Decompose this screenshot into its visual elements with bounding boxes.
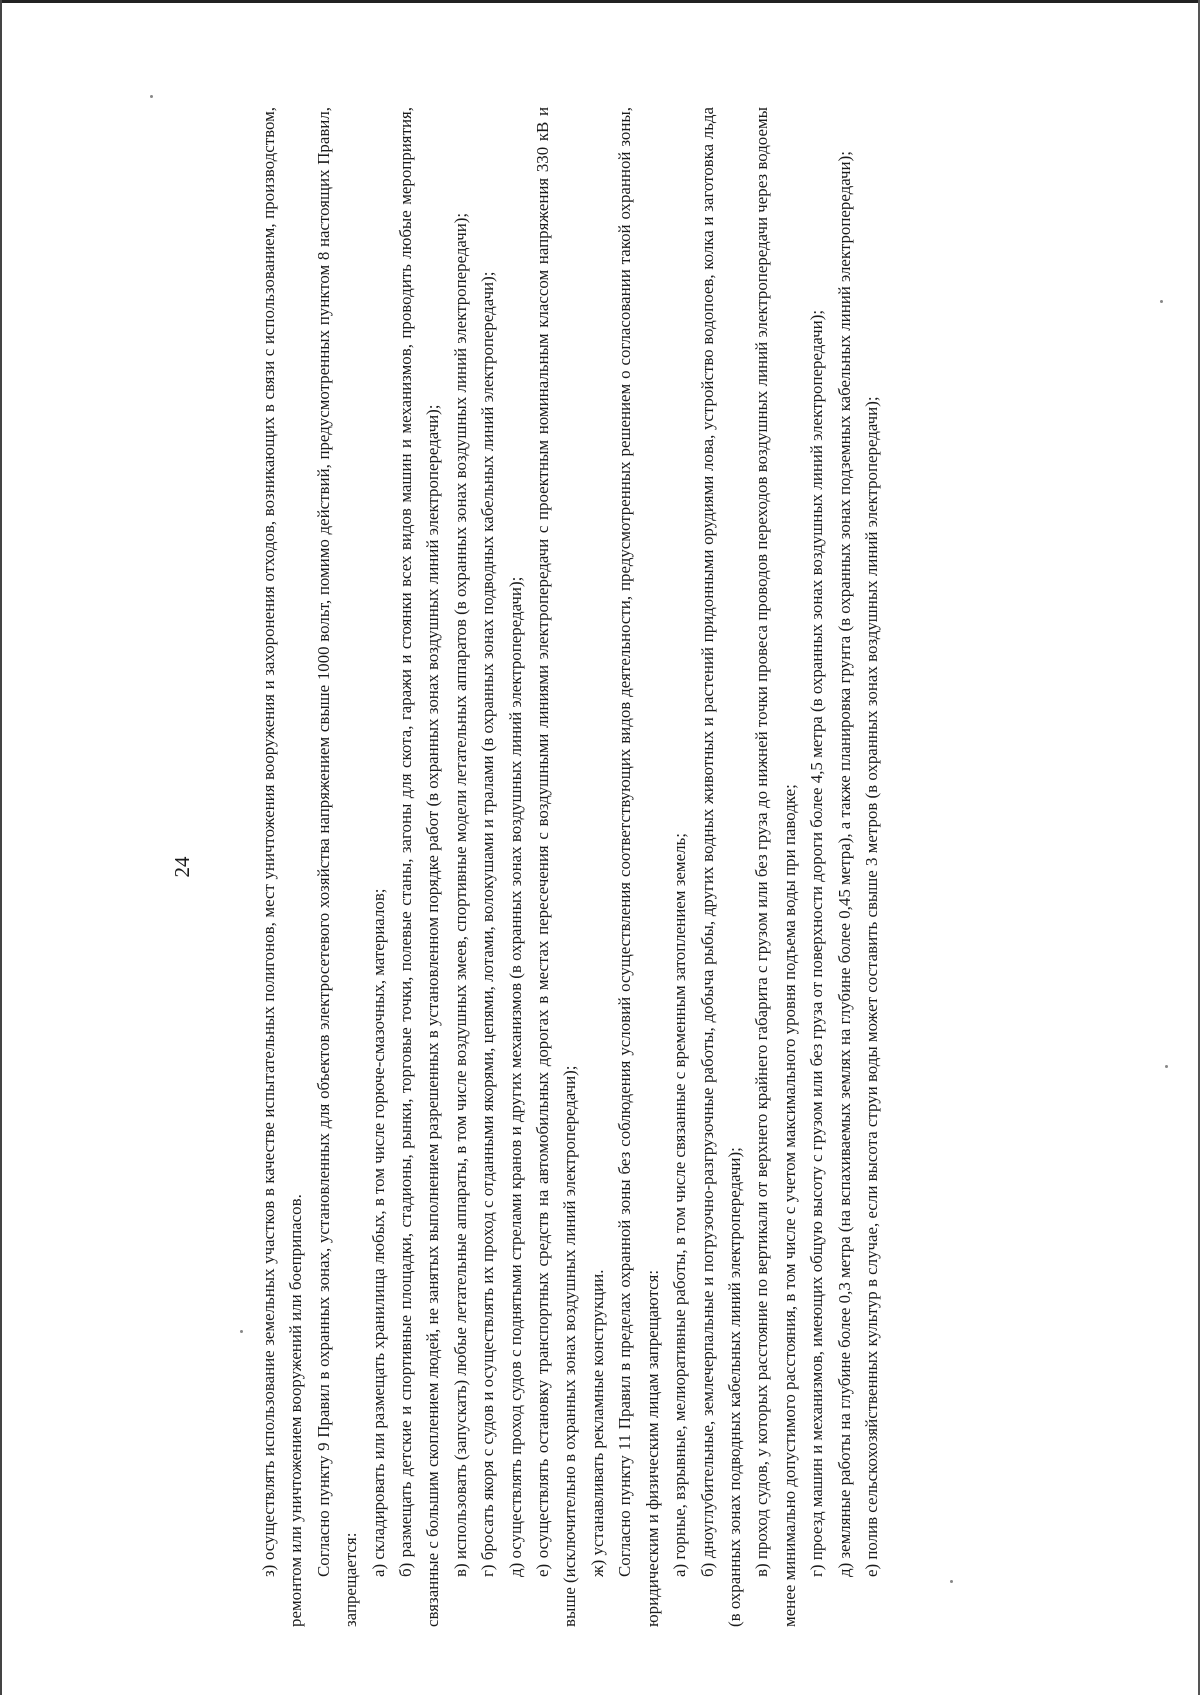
page-number: 24: [170, 856, 194, 878]
scan-speck: [150, 95, 153, 98]
scan-speck: [1160, 300, 1163, 303]
paragraph: е) осуществлять остановку транспортных средств на автомобильных дорогах в местах пересечения с воздушными линиями электропередачи с проектным номинальным классом напряжения 330 кВ и выше (исключительно в охранных зонах воздушных линий электропередачи);: [533, 107, 580, 1627]
paragraph: в) проход судов, у которых расстояние по вертикали от верхнего крайнего габарита с грузом или без груза до нижней точки провеса проводов переходов воздушных линий электропередачи через водоемы менее минимально допустимого расстояния, в том числе с учетом максимального уровня подъема воды при паводке;: [752, 107, 799, 1627]
paragraph: Согласно пункту 11 Правил в пределах охранной зоны без соблюдения условий осуществления соответствующих видов деятельности, предусмотренных решением о согласовании такой охранной зоны, юридическим и физическим лицам запрещаются:: [615, 107, 662, 1627]
paragraph: б) дноуглубительные, землечерпальные и погрузочно-разгрузочные работы, добыча рыбы, других водных животных и растений придонными орудиями лова, устройство водопоев, колка и заготовка льда (в охранных зонах подводных кабельных линий электропередачи);: [697, 107, 744, 1627]
paragraph: д) осуществлять проход судов с поднятыми стрелами кранов и других механизмов (в охранных зонах воздушных линий электропередачи);: [505, 576, 525, 1577]
paragraph: ж) устанавливать рекламные конструкции.: [587, 1269, 607, 1577]
paragraph: з) осуществлять использование земельных участков в качестве испытательных полигонов, мест уничтожения вооружения и захоронения отходов, возникающих в связи с использованием, производством, ремонтом или уничтожением вооружений или боеприпасов.: [259, 107, 306, 1627]
scan-speck: [1165, 1065, 1168, 1068]
paragraph: г) проезд машин и механизмов, имеющих общую высоту с грузом или без груза от поверхности дороги более 4,5 метра (в охранных зонах воздушных линий электропередачи);: [807, 309, 827, 1577]
rotated-document-page: [170, 107, 1030, 1627]
paragraph: д) земляные работы на глубине более 0,3 метра (на вспахиваемых землях на глубине более 0,45 метра), а также планировка грунта (в охранных зонах подземных кабельных линий электропередачи);: [834, 151, 854, 1577]
paragraph: б) размещать детские и спортивные площадки, стадионы, рынки, торговые точки, полевые станы, загоны для скота, гаражи и стоянки всех видов машин и механизмов, проводить любые мероприятия, связанные с большим скоплением людей, не занятых выполнением разрешенных в установленном порядке работ (в охранных зонах воздушных линий электропередачи);: [396, 107, 443, 1627]
document-body: [255, 107, 885, 1627]
paragraph: е) полив сельскохозяйственных культур в случае, если высота струи воды может составить свыше 3 метров (в охранных зонах воздушных линий электропередачи);: [861, 396, 881, 1577]
scan-edge-left: [0, 0, 2, 1695]
scan-edge-top: [0, 0, 1200, 3]
paragraph: в) использовать (запускать) любые летательные аппараты, в том числе воздушных змеев, спортивные модели летательных аппаратов (в охранных зонах воздушных линий электропередачи);: [450, 212, 470, 1577]
paragraph: Согласно пункту 9 Правил в охранных зонах, установленных для объектов электросетевого хозяйства напряжением свыше 1000 вольт, помимо действий, предусмотренных пунктом 8 настоящих Правил, запрещается:: [313, 107, 361, 1627]
paragraph: г) бросать якоря с судов и осуществлять их проход с отданными якорями, цепями, лотами, волокушами и тралами (в охранных зонах подводных кабельных линий электропередачи);: [478, 271, 498, 1577]
paragraph: а) складировать или размещать хранилища любых, в том числе горюче-смазочных, материалов;: [368, 888, 388, 1577]
paragraph: а) горные, взрывные, мелиоративные работы, в том числе связанные с временным затоплением земель;: [670, 833, 690, 1577]
